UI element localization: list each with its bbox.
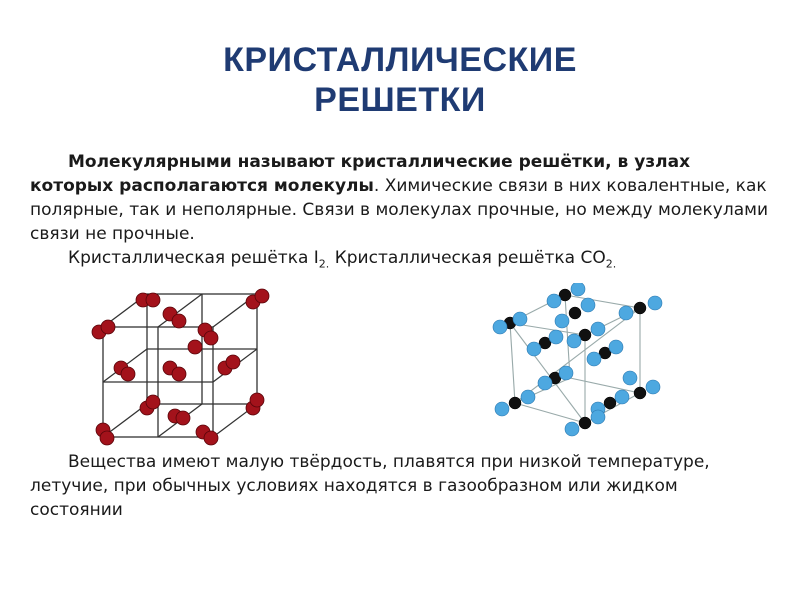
co2-lattice-image: [490, 283, 670, 438]
title-line-2: РЕШЕТКИ: [314, 81, 486, 119]
caption-i2: Кристаллическая решётка $I_{2.}$: [68, 248, 330, 271]
title-line-1: КРИСТАЛЛИЧЕСКИЕ: [223, 41, 577, 79]
caption-co2: Кристаллическая решётка $CO_{2.}$: [329, 248, 617, 271]
definition-bold: Молекулярными называют кристаллические решётки, в узлах которых располагаются молекулы: [30, 152, 691, 196]
intro-paragraph: [30, 150, 775, 276]
i2-lattice-image: [85, 282, 285, 452]
properties-paragraph: [30, 450, 775, 522]
definition-rest: . Химические связи в них ковалентные, как полярные, так и неполярные. Связи в молекулах прочные, но между молекулами связи не прочные.: [30, 176, 769, 244]
properties-text: Вещества имеют малую твёрдость, плавятся при низкой температуре, летучие, при обычных условиях находятся в газообразном или жидком состоянии: [30, 452, 710, 520]
page-title: [0, 40, 800, 120]
